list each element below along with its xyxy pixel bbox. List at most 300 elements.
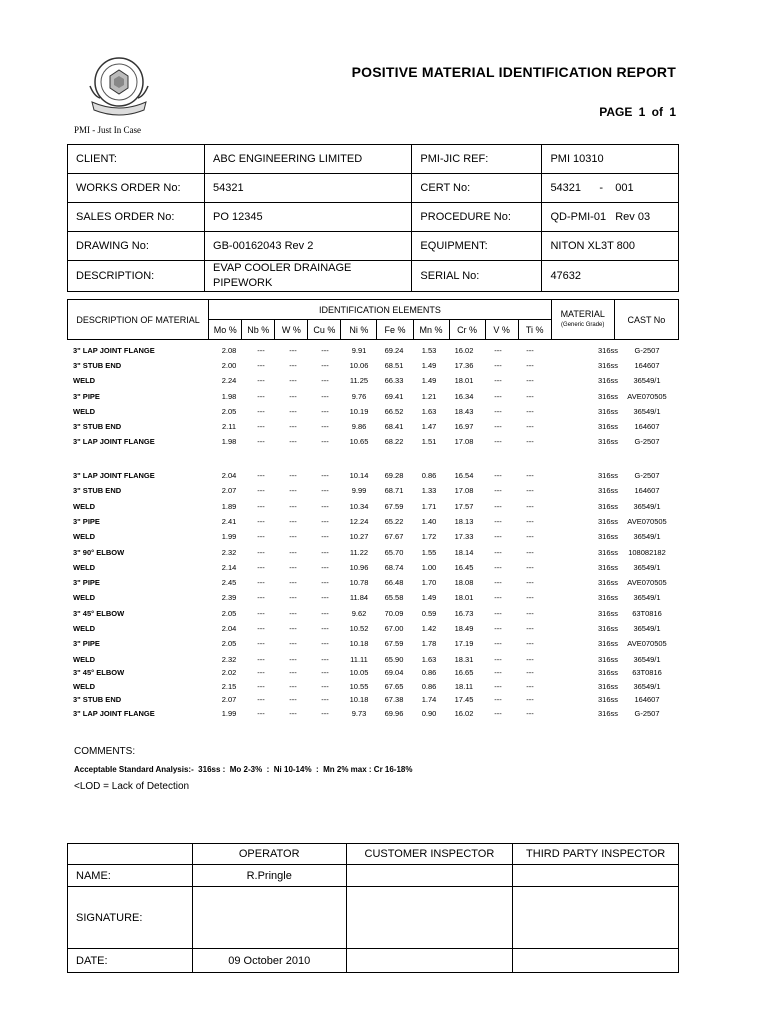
element-value: 10.05 — [349, 668, 369, 678]
material-row — [67, 680, 679, 694]
element-value: 16.02 — [454, 346, 474, 355]
element-value: 9.86 — [351, 422, 367, 431]
element-value: --- — [289, 624, 297, 633]
material-grade: 316ss — [597, 624, 618, 633]
element-value: 67.59 — [384, 639, 404, 649]
element-value: 10.27 — [349, 532, 369, 542]
cast-number: G-2507 — [634, 708, 660, 718]
equipment-value: NITON XL3T 800 — [542, 232, 679, 261]
element-value: 10.78 — [349, 578, 369, 588]
element-value: --- — [289, 608, 297, 618]
element-value: --- — [321, 437, 329, 447]
element-value: --- — [257, 346, 265, 355]
third-party-inspector-header: THIRD PARTY INSPECTOR — [513, 844, 679, 865]
element-value: --- — [289, 668, 297, 678]
operator-date: 09 October 2010 — [192, 949, 346, 973]
description-label: DESCRIPTION: — [68, 261, 205, 292]
element-value: --- — [526, 608, 534, 618]
info-row-description — [68, 261, 679, 292]
cast-number: 164607 — [634, 422, 660, 431]
info-row-works-order — [68, 174, 679, 203]
cast-number: AVE070505 — [627, 578, 667, 588]
element-value: 11.22 — [349, 547, 369, 557]
cast-number: G-2507 — [634, 437, 660, 447]
element-value: --- — [257, 639, 265, 649]
element-value: --- — [321, 654, 329, 664]
element-value: 18.31 — [454, 654, 474, 664]
element-value: --- — [526, 532, 534, 542]
element-value: --- — [526, 624, 534, 633]
info-row-client — [68, 145, 679, 174]
cast-number: AVE070505 — [627, 639, 667, 649]
element-value: --- — [257, 361, 265, 371]
operator-signature[interactable] — [192, 887, 346, 949]
element-value: 1.55 — [421, 547, 437, 557]
element-value: 67.00 — [384, 624, 404, 633]
material-description: 3" STUB END — [73, 361, 122, 371]
report-info-table — [67, 144, 679, 292]
material-description: 3" PIPE — [73, 516, 100, 526]
material-description: 3" PIPE — [73, 578, 100, 588]
element-value: 68.74 — [384, 562, 404, 572]
element-value: 18.08 — [454, 578, 474, 588]
element-value: 1.21 — [421, 391, 437, 401]
material-row — [67, 390, 679, 404]
cast-number: 63T0816 — [632, 608, 662, 618]
element-value: 1.99 — [221, 708, 237, 718]
element-value: 1.40 — [421, 516, 437, 526]
material-row — [67, 561, 679, 575]
material-row — [67, 576, 679, 590]
element-value: 1.71 — [421, 501, 437, 511]
element-value: 10.18 — [349, 695, 369, 705]
material-grade: 316ss — [597, 639, 618, 649]
material-header-label: MATERIAL — [560, 308, 605, 319]
element-value: --- — [289, 547, 297, 557]
element-value: 1.42 — [421, 624, 437, 633]
element-value: 68.41 — [384, 422, 404, 431]
company-logo — [84, 52, 154, 122]
customer-inspector-signature[interactable] — [346, 887, 513, 949]
cast-number: 164607 — [634, 361, 660, 371]
element-value: 1.70 — [421, 578, 437, 588]
element-value: 1.53 — [421, 346, 437, 355]
element-value: --- — [257, 681, 265, 691]
signoff-table — [67, 843, 679, 973]
element-value: --- — [289, 578, 297, 588]
element-value: 68.51 — [384, 361, 404, 371]
element-value: --- — [494, 668, 502, 678]
element-value: --- — [289, 422, 297, 431]
material-row — [67, 405, 679, 419]
element-value: --- — [526, 437, 534, 447]
element-value: --- — [321, 486, 329, 496]
cast-number: 36549/1 — [633, 406, 661, 416]
element-value: --- — [321, 406, 329, 416]
material-grade: 316ss — [597, 406, 618, 416]
col-header-cr: Cr % — [449, 320, 485, 340]
material-grade: 316ss — [597, 668, 618, 678]
element-value: --- — [257, 437, 265, 447]
element-value: 17.19 — [454, 639, 474, 649]
element-value: --- — [494, 486, 502, 496]
element-value: 66.33 — [384, 376, 404, 386]
material-grade: 316ss — [597, 532, 618, 542]
drawing-value: GB-00162043 Rev 2 — [205, 232, 412, 261]
material-row — [67, 469, 679, 483]
element-value: 1.63 — [421, 654, 437, 664]
element-value: --- — [494, 639, 502, 649]
element-value: --- — [321, 391, 329, 401]
col-header-ni: Ni % — [341, 320, 377, 340]
cast-number: 164607 — [634, 695, 660, 705]
element-value: --- — [257, 624, 265, 633]
element-value: --- — [289, 471, 297, 480]
element-value: --- — [526, 376, 534, 386]
material-description: WELD — [73, 562, 96, 572]
material-description: 3" LAP JOINT FLANGE — [73, 346, 155, 355]
customer-inspector-name[interactable] — [346, 865, 513, 887]
material-description: WELD — [73, 654, 96, 664]
element-value: 2.00 — [221, 361, 237, 371]
element-value: 10.96 — [349, 562, 369, 572]
material-grade: 316ss — [597, 695, 618, 705]
desc-header: DESCRIPTION OF MATERIAL — [68, 300, 209, 340]
element-value: 2.05 — [221, 406, 237, 416]
element-value: 1.00 — [421, 562, 437, 572]
element-value: --- — [289, 654, 297, 664]
material-grade: 316ss — [597, 471, 618, 480]
material-grade: 316ss — [597, 593, 618, 603]
element-value: --- — [289, 532, 297, 542]
material-row — [67, 591, 679, 605]
material-row — [67, 435, 679, 449]
third-party-inspector-name[interactable] — [513, 865, 679, 887]
element-value: 1.49 — [421, 593, 437, 603]
element-value: --- — [494, 562, 502, 572]
info-row-drawing — [68, 232, 679, 261]
element-value: --- — [289, 361, 297, 371]
element-value: 9.99 — [351, 486, 367, 496]
element-value: 67.65 — [384, 681, 404, 691]
element-value: 1.47 — [421, 422, 437, 431]
element-value: --- — [289, 708, 297, 718]
element-value: 11.84 — [349, 593, 369, 603]
element-value: 18.01 — [454, 376, 474, 386]
element-value: --- — [526, 695, 534, 705]
material-description: 3" 90° ELBOW — [73, 547, 125, 557]
element-value: --- — [526, 593, 534, 603]
element-value: 2.08 — [221, 346, 237, 355]
material-row — [67, 515, 679, 529]
element-value: --- — [321, 501, 329, 511]
cast-number: 36549/1 — [633, 376, 661, 386]
element-value: --- — [494, 593, 502, 603]
materials-header — [67, 299, 679, 340]
material-row — [67, 607, 679, 621]
element-value: --- — [321, 516, 329, 526]
element-value: --- — [321, 624, 329, 633]
material-grade: 316ss — [597, 547, 618, 557]
element-value: 0.86 — [421, 681, 437, 691]
logo-caption: PMI - Just In Case — [74, 125, 141, 135]
element-value: --- — [526, 391, 534, 401]
element-value: --- — [257, 391, 265, 401]
element-value: --- — [321, 361, 329, 371]
element-value: --- — [257, 547, 265, 557]
lod-note: <LOD = Lack of Detection — [74, 781, 190, 792]
third-party-inspector-date[interactable] — [513, 949, 679, 973]
element-value: --- — [494, 624, 502, 633]
element-value: --- — [257, 501, 265, 511]
operator-name: R.Pringle — [192, 865, 346, 887]
element-value: --- — [257, 486, 265, 496]
element-value: 11.25 — [349, 376, 369, 386]
cast-number: G-2507 — [634, 471, 660, 480]
cast-number: 36549/1 — [633, 501, 661, 511]
element-value: --- — [257, 668, 265, 678]
element-value: --- — [257, 516, 265, 526]
works-order-value: 54321 — [205, 174, 412, 203]
serial-label: SERIAL No: — [412, 261, 542, 292]
material-row — [67, 374, 679, 388]
element-value: 1.72 — [421, 532, 437, 542]
element-value: --- — [257, 695, 265, 705]
material-header — [551, 300, 614, 340]
material-description: WELD — [73, 593, 96, 603]
col-header-fe: Fe % — [377, 320, 413, 340]
elements-header: IDENTIFICATION ELEMENTS — [209, 300, 551, 320]
cast-number: 36549/1 — [633, 681, 661, 691]
element-value: --- — [257, 376, 265, 386]
material-description: WELD — [73, 501, 96, 511]
element-value: --- — [494, 516, 502, 526]
element-value: --- — [494, 501, 502, 511]
cast-number: 36549/1 — [633, 562, 661, 572]
element-value: 1.49 — [421, 361, 437, 371]
material-grade: 316ss — [597, 501, 618, 511]
material-row — [67, 666, 679, 680]
element-value: 65.90 — [384, 654, 404, 664]
material-grade: 316ss — [597, 486, 618, 496]
element-value: 2.07 — [221, 695, 237, 705]
element-value: 1.89 — [221, 501, 237, 511]
element-value: --- — [494, 578, 502, 588]
comments-label: COMMENTS: — [74, 746, 136, 757]
element-value: 2.05 — [221, 639, 237, 649]
element-value: 16.73 — [454, 608, 474, 618]
col-header-mn: Mn % — [413, 320, 449, 340]
cast-header: CAST No — [614, 300, 678, 340]
element-value: --- — [494, 376, 502, 386]
element-value: --- — [526, 422, 534, 431]
material-grade: 316ss — [597, 376, 618, 386]
material-description: 3" PIPE — [73, 639, 100, 649]
element-value: --- — [289, 406, 297, 416]
element-value: 2.15 — [221, 681, 237, 691]
signature-label: SIGNATURE: — [68, 887, 193, 949]
element-value: 17.33 — [454, 532, 474, 542]
material-description: WELD — [73, 376, 96, 386]
element-value: 10.06 — [349, 361, 369, 371]
cast-number: 36549/1 — [633, 593, 661, 603]
element-value: --- — [321, 471, 329, 480]
cert-no-value: 54321 - 001 — [542, 174, 679, 203]
material-description: 3" PIPE — [73, 391, 100, 401]
equipment-label: EQUIPMENT: — [412, 232, 542, 261]
element-value: --- — [526, 562, 534, 572]
element-value: 9.73 — [351, 708, 367, 718]
element-value: --- — [257, 562, 265, 572]
element-value: 65.58 — [384, 593, 404, 603]
cast-number: 36549/1 — [633, 654, 661, 664]
material-grade: 316ss — [597, 346, 618, 355]
element-value: 2.32 — [221, 547, 237, 557]
element-value: --- — [321, 562, 329, 572]
material-row — [67, 546, 679, 560]
element-value: 18.11 — [454, 681, 474, 691]
element-value: 9.62 — [351, 608, 367, 618]
sales-order-label: SALES ORDER No: — [68, 203, 205, 232]
pmi-ref-value: PMI 10310 — [542, 145, 679, 174]
material-row — [67, 707, 679, 721]
element-value: --- — [494, 681, 502, 691]
element-value: 2.04 — [221, 624, 237, 633]
cast-number: 108082182 — [628, 547, 666, 557]
element-value: 2.11 — [221, 422, 237, 431]
element-value: --- — [526, 361, 534, 371]
element-value: --- — [289, 639, 297, 649]
element-value: --- — [526, 486, 534, 496]
col-header-v: V % — [485, 320, 518, 340]
material-grade: 316ss — [597, 437, 618, 447]
element-value: --- — [526, 501, 534, 511]
element-value: --- — [526, 346, 534, 355]
element-value: 10.55 — [349, 681, 369, 691]
material-grade: 316ss — [597, 422, 618, 431]
element-value: --- — [494, 437, 502, 447]
element-value: --- — [321, 639, 329, 649]
element-value: --- — [321, 346, 329, 355]
element-value: 69.24 — [384, 346, 404, 355]
element-value: 0.90 — [421, 708, 437, 718]
element-value: 1.74 — [421, 695, 437, 705]
element-value: 10.19 — [349, 406, 369, 416]
info-row-sales-order — [68, 203, 679, 232]
material-grade: 316ss — [597, 608, 618, 618]
element-value: 12.24 — [349, 516, 369, 526]
material-description: 3" 45° ELBOW — [73, 608, 125, 618]
material-description: 3" LAP JOINT FLANGE — [73, 708, 155, 718]
element-value: --- — [289, 593, 297, 603]
material-row — [67, 530, 679, 544]
element-value: --- — [494, 695, 502, 705]
element-value: --- — [494, 547, 502, 557]
element-value: --- — [526, 578, 534, 588]
name-label: NAME: — [68, 865, 193, 887]
cast-number: 63T0816 — [632, 668, 662, 678]
third-party-inspector-signature[interactable] — [513, 887, 679, 949]
element-value: 10.65 — [349, 437, 369, 447]
element-value: 18.14 — [454, 547, 474, 557]
element-value: 1.63 — [421, 406, 437, 416]
drawing-label: DRAWING No: — [68, 232, 205, 261]
material-description: 3" STUB END — [73, 695, 122, 705]
element-value: 69.41 — [384, 391, 404, 401]
element-value: --- — [321, 532, 329, 542]
material-row — [67, 622, 679, 636]
element-value: --- — [321, 608, 329, 618]
element-value: --- — [494, 406, 502, 416]
element-value: --- — [526, 668, 534, 678]
element-value: --- — [321, 681, 329, 691]
col-header-nb: Nb % — [242, 320, 275, 340]
material-row — [67, 637, 679, 651]
element-value: 10.52 — [349, 624, 369, 633]
material-description: WELD — [73, 406, 96, 416]
material-grade: 316ss — [597, 361, 618, 371]
element-value: --- — [321, 668, 329, 678]
material-grade: 316ss — [597, 578, 618, 588]
element-value: 1.78 — [421, 639, 437, 649]
works-order-label: WORKS ORDER No: — [68, 174, 205, 203]
col-header-ti: Ti % — [518, 320, 551, 340]
acceptable-analysis: Acceptable Standard Analysis:- 316ss : Mo 2-3% : Ni 10-14% : Mn 2% max : Cr 16-18% — [74, 765, 413, 774]
material-row — [67, 693, 679, 707]
material-description: 3" STUB END — [73, 422, 122, 431]
element-value: --- — [257, 608, 265, 618]
element-value: --- — [257, 654, 265, 664]
element-value: 1.99 — [221, 532, 237, 542]
element-value: 1.98 — [221, 437, 237, 447]
element-value: 2.24 — [221, 376, 237, 386]
element-value: 2.45 — [221, 578, 237, 588]
description-value: EVAP COOLER DRAINAGE PIPEWORK — [205, 261, 412, 292]
element-value: 1.33 — [421, 486, 437, 496]
sales-order-value: PO 12345 — [205, 203, 412, 232]
element-value: 17.57 — [454, 501, 474, 511]
element-value: 9.91 — [351, 346, 367, 355]
material-grade: 316ss — [597, 516, 618, 526]
cert-no-label: CERT No: — [412, 174, 542, 203]
material-row — [67, 484, 679, 498]
material-description: 3" LAP JOINT FLANGE — [73, 437, 155, 447]
element-value: --- — [321, 708, 329, 718]
element-value: --- — [526, 681, 534, 691]
element-value: 18.01 — [454, 593, 474, 603]
element-value: --- — [321, 593, 329, 603]
material-description: WELD — [73, 624, 96, 633]
element-value: 2.39 — [221, 593, 237, 603]
element-value: --- — [494, 361, 502, 371]
element-value: --- — [526, 516, 534, 526]
element-value: 2.05 — [221, 608, 237, 618]
element-value: --- — [494, 346, 502, 355]
customer-inspector-date[interactable] — [346, 949, 513, 973]
material-row — [67, 359, 679, 373]
cast-number: 36549/1 — [633, 532, 661, 542]
element-value: --- — [289, 391, 297, 401]
material-description: 3" LAP JOINT FLANGE — [73, 471, 155, 480]
serial-value: 47632 — [542, 261, 679, 292]
element-value: --- — [257, 532, 265, 542]
element-value: --- — [526, 708, 534, 718]
element-value: 17.36 — [454, 361, 474, 371]
material-row — [67, 420, 679, 434]
element-value: --- — [526, 654, 534, 664]
element-value: 67.38 — [384, 695, 404, 705]
element-value: 66.48 — [384, 578, 404, 588]
